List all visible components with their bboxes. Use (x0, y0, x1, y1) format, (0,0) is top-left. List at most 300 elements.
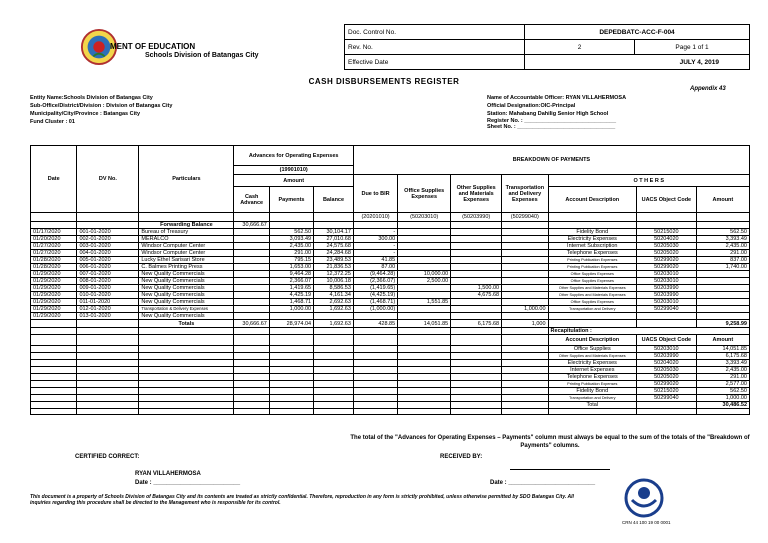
table-row (31, 299, 750, 306)
recap-blank (353, 367, 397, 374)
blank-cell (31, 409, 77, 415)
recap-uacs: 50203010 (637, 346, 697, 353)
col-account-description: Account Description (548, 187, 636, 213)
forwarding-row (31, 222, 750, 229)
recap-blank (234, 346, 269, 353)
recap-blank (139, 395, 234, 402)
recap-uacs: 50203990 (637, 353, 697, 360)
recap-blank (451, 367, 502, 374)
row-account-description (548, 313, 636, 320)
recap-blank (398, 353, 451, 360)
recap-blank (502, 402, 548, 409)
code-other: (50203990) (451, 213, 502, 222)
row-uacs-code: 50204020 (637, 236, 697, 243)
row-date: 01/29/2020 (31, 292, 77, 299)
totals-blank (31, 320, 77, 328)
table-row (31, 313, 750, 320)
row-cash-advance (234, 306, 269, 313)
row-office-supplies (398, 257, 451, 264)
recap-blank (314, 367, 354, 374)
row-payments: 795.15 (269, 257, 313, 264)
received-by-label: RECEIVED BY: (440, 454, 483, 460)
recap-blank (234, 388, 269, 395)
recap-blank (269, 381, 313, 388)
recap-blank (314, 388, 354, 395)
row-transportation (502, 299, 548, 306)
certificate-number: CRN 44 100 19 00 0001 (622, 520, 671, 525)
recap-blank (398, 374, 451, 381)
row-payments: 291.00 (269, 250, 313, 257)
fund-cluster: Fund Cluster : 01 (30, 119, 75, 125)
row-transportation (502, 264, 548, 271)
row-account-description: Internet Subscription (548, 243, 636, 250)
recap-blank (234, 335, 269, 346)
row-particulars: New Quality Commercials (139, 271, 234, 278)
row-dv-no: 003-01-2020 (77, 243, 139, 250)
row-amount: 562.50 (696, 229, 749, 236)
row-due-bir: 87.00 (353, 264, 397, 271)
row-due-bir: (1,419.65) (353, 285, 397, 292)
row-uacs-code: 50205020 (637, 250, 697, 257)
recap-blank (139, 353, 234, 360)
row-account-description: Printing Publication Expenses (548, 257, 636, 264)
row-dv-no: 004-01-2020 (77, 250, 139, 257)
row-office-supplies (398, 236, 451, 243)
row-other-supplies (451, 250, 502, 257)
blank-cell (77, 409, 139, 415)
recap-blank (77, 353, 139, 360)
recap-blank (77, 395, 139, 402)
recap-blank (353, 388, 397, 395)
row-balance: 12,372.25 (314, 271, 354, 278)
recap-uacs: 50215020 (637, 388, 697, 395)
row-cash-advance (234, 278, 269, 285)
recap-blank (31, 328, 77, 335)
row-transportation: 1,000.00 (502, 306, 548, 313)
row-other-supplies (451, 271, 502, 278)
row-payments: 1,468.71 (269, 299, 313, 306)
recap-account: Telephone Expenses (548, 374, 636, 381)
row-other-supplies: 4,675.68 (451, 292, 502, 299)
recap-blank (139, 346, 234, 353)
signatory-name: RYAN VILLAHERMOSA (135, 471, 201, 477)
recap-blank (353, 346, 397, 353)
totals-blank (77, 320, 139, 328)
recap-blank (139, 402, 234, 409)
recap-amount: 562.50 (696, 388, 749, 395)
row-date: 01/17/2020 (31, 229, 77, 236)
recap-blank (502, 335, 548, 346)
cash-disbursements-table (30, 145, 750, 415)
totals-balance: 1,692.63 (314, 320, 354, 328)
totals-row (31, 320, 750, 328)
row-office-supplies (398, 306, 451, 313)
recap-blank (451, 353, 502, 360)
row-office-supplies (398, 285, 451, 292)
register-title: CASH DISBURSEMENTS REGISTER (308, 77, 460, 86)
row-balance: 8,586.53 (314, 285, 354, 292)
recap-blank (31, 402, 77, 409)
row-particulars: Transportation & Delivery Expenses (139, 306, 234, 313)
row-date: 01/29/2020 (31, 285, 77, 292)
row-amount (696, 285, 749, 292)
recap-blank (269, 346, 313, 353)
recap-blank (269, 388, 313, 395)
row-account-description: Office Supplies Expenses (548, 299, 636, 306)
row-cash-advance (234, 292, 269, 299)
balance-note: The total of the "Advances for Operating Expenses – Payments" column must always be equal to the sum of the totals of the "Breakdown of Payments" columns. (350, 435, 750, 449)
row-uacs-code: 50299040 (637, 306, 697, 313)
recap-account: Office Supplies (548, 346, 636, 353)
row-transportation (502, 257, 548, 264)
totals-payments: 28,974.04 (269, 320, 313, 328)
code-office: (50203010) (398, 213, 451, 222)
row-cash-advance (234, 229, 269, 236)
row-other-supplies (451, 264, 502, 271)
totals-other: 6,175.68 (451, 320, 502, 328)
document-control-table (344, 24, 750, 70)
row-office-supplies (398, 292, 451, 299)
accountable-officer: Name of Accountable Officer: RYAN VILLAHERMOSA (487, 95, 627, 101)
row-particulars: New Quality Commercials (139, 299, 234, 306)
row-amount (696, 306, 749, 313)
row-particulars: C. Balmes Printing Press (139, 264, 234, 271)
blank-cell (548, 409, 636, 415)
row-particulars: Lucky Ethel Sarisari Store (139, 257, 234, 264)
row-uacs-code: 50203010 (637, 271, 697, 278)
col-dv-no: DV No. (77, 146, 139, 213)
recap-blank (234, 374, 269, 381)
row-other-supplies (451, 236, 502, 243)
row-cash-advance (234, 264, 269, 271)
recap-blank (77, 402, 139, 409)
row-account-description: Telephone Expenses (548, 250, 636, 257)
row-dv-no: 005-01-2020 (77, 257, 139, 264)
recap-blank (234, 395, 269, 402)
row-balance: 24,575.68 (314, 243, 354, 250)
forwarding-value: 30,666.67 (234, 222, 269, 229)
row-other-supplies (451, 306, 502, 313)
row-office-supplies (398, 313, 451, 320)
row-due-bir: 300.00 (353, 236, 397, 243)
recap-blank (502, 367, 548, 374)
recap-blank (451, 335, 502, 346)
recap-row (31, 367, 750, 374)
row-payments: 1,419.65 (269, 285, 313, 292)
row-cash-advance (234, 313, 269, 320)
row-dv-no: 002-01-2020 (77, 236, 139, 243)
totals-label: Totals (139, 320, 234, 328)
row-cash-advance (234, 236, 269, 243)
recap-blank (77, 328, 139, 335)
recap-account: Transportation and Delivery (548, 395, 636, 402)
row-date: 01/20/2020 (31, 236, 77, 243)
blank-cell (451, 409, 502, 415)
recap-blank (398, 395, 451, 402)
recap-blank (31, 388, 77, 395)
advances-code: (19901010) (234, 166, 353, 175)
recap-blank (31, 335, 77, 346)
doc-control-label: Doc. Control No. (345, 25, 525, 40)
recap-blank (269, 353, 313, 360)
row-payments: 4,425.19 (269, 292, 313, 299)
row-cash-advance (234, 257, 269, 264)
row-dv-no: 008-01-2020 (77, 278, 139, 285)
row-account-description: Fidelity Bond (548, 229, 636, 236)
col-uacs-code: UACS Object Code (637, 187, 697, 213)
row-office-supplies: 2,500.00 (398, 278, 451, 285)
recap-uacs: 50299020 (637, 381, 697, 388)
recap-blank (451, 360, 502, 367)
received-date: Date : __________________________ (490, 480, 596, 486)
recap-label: Recapitulation : (548, 328, 749, 335)
col-date: Date (31, 146, 77, 213)
row-particulars: Bureau of Treasury (139, 229, 234, 236)
recap-row (31, 360, 750, 367)
row-uacs-code: 50205030 (637, 243, 697, 250)
recap-blank (77, 374, 139, 381)
col-cash-advance: Cash Advance (234, 187, 269, 213)
official-designation: Official Designation:OIC-Principal (487, 103, 576, 109)
blank-cell (314, 409, 354, 415)
department-title: MENT OF EDUCATION (110, 42, 196, 51)
recap-blank (353, 402, 397, 409)
row-uacs-code (637, 313, 697, 320)
row-due-bir: (1,000.00) (353, 306, 397, 313)
row-other-supplies (451, 313, 502, 320)
effective-date-label: Effective Date (345, 55, 525, 70)
recap-account: Fidelity Bond (548, 388, 636, 395)
rev-no-value: 2 (525, 40, 635, 55)
recap-blank (269, 328, 313, 335)
recap-amount: 2,435.00 (696, 367, 749, 374)
row-amount: 837.00 (696, 257, 749, 264)
row-cash-advance (234, 243, 269, 250)
recap-blank (502, 328, 548, 335)
recap-blank (31, 360, 77, 367)
col-balance: Balance (314, 187, 354, 213)
blank-cell (269, 409, 313, 415)
col-others: O T H E R S (548, 175, 749, 187)
recap-blank (269, 374, 313, 381)
recap-blank (353, 353, 397, 360)
totals-blank (548, 320, 636, 328)
row-balance: 24,284.68 (314, 250, 354, 257)
blank-cell (234, 409, 269, 415)
row-date: 01/29/2020 (31, 278, 77, 285)
recap-blank (31, 353, 77, 360)
recap-blank (398, 328, 451, 335)
effective-date-value: JULY 4, 2019 (525, 55, 750, 70)
row-due-bir: (9,464.28) (353, 271, 397, 278)
row-payments: 1,653.00 (269, 264, 313, 271)
row-office-supplies (398, 229, 451, 236)
recap-blank (353, 381, 397, 388)
recap-blank (139, 360, 234, 367)
recap-account: Printing Publication Expenses (548, 381, 636, 388)
row-transportation (502, 229, 548, 236)
blank-cell (696, 409, 749, 415)
recap-account: Internet Expenses (548, 367, 636, 374)
table-row (31, 264, 750, 271)
recap-blank (269, 402, 313, 409)
recap-row (31, 353, 750, 360)
row-uacs-code: 50299020 (637, 264, 697, 271)
row-account-description: Office Supplies Expenses (548, 271, 636, 278)
row-dv-no: 001-01-2020 (77, 229, 139, 236)
row-date: 01/27/2020 (31, 243, 77, 250)
recap-row (31, 346, 750, 353)
col-amount: Amount (234, 175, 353, 187)
row-amount: 3,393.49 (696, 236, 749, 243)
row-due-bir: (4,425.19) (353, 292, 397, 299)
recap-blank (31, 346, 77, 353)
certified-correct-label: CERTIFIED CORRECT: (75, 454, 140, 460)
col-advances: Advances for Operating Expenses (234, 146, 353, 166)
recap-row (31, 388, 750, 395)
row-account-description: Other Supplies and Materials Expenses (548, 285, 636, 292)
row-amount (696, 271, 749, 278)
row-due-bir: - (353, 250, 397, 257)
recap-blank (139, 328, 234, 335)
received-signature-line (510, 469, 610, 470)
row-other-supplies: 1,500.00 (451, 285, 502, 292)
row-amount (696, 292, 749, 299)
recap-blank (139, 335, 234, 346)
recap-blank (502, 360, 548, 367)
recap-blank (451, 381, 502, 388)
sub-office: Sub-Office/District/Division : Division of Batangas City (30, 103, 173, 109)
row-particulars: MERALCO (139, 236, 234, 243)
row-balance (314, 313, 354, 320)
recap-uacs: 50299040 (637, 395, 697, 402)
recap-blank (234, 381, 269, 388)
row-particulars: Windsor Computer Center (139, 250, 234, 257)
code-bir: (20201010) (353, 213, 397, 222)
row-account-description: Printing Publication Expenses (548, 264, 636, 271)
row-payments: 9,464.28 (269, 271, 313, 278)
row-office-supplies (398, 243, 451, 250)
row-balance: 10,006.18 (314, 278, 354, 285)
blank-row (31, 409, 750, 415)
row-balance: 2,692.63 (314, 299, 354, 306)
row-balance: 21,836.53 (314, 264, 354, 271)
recap-blank (502, 395, 548, 402)
recap-row (31, 335, 750, 346)
officer-info (487, 94, 626, 130)
rev-no-label: Rev. No. (345, 40, 525, 55)
row-office-supplies (398, 264, 451, 271)
recap-blank (451, 388, 502, 395)
col-payments: Payments (269, 187, 313, 213)
entity-info (30, 94, 172, 126)
recap-amount: 3,393.49 (696, 360, 749, 367)
recap-row (31, 395, 750, 402)
recap-blank (398, 388, 451, 395)
table-row (31, 236, 750, 243)
row-balance: 27,010.68 (314, 236, 354, 243)
recap-total-label: Total (548, 402, 636, 409)
forwarding-label: Forwarding Balance (139, 222, 234, 229)
row-amount (696, 299, 749, 306)
table-row (31, 257, 750, 264)
row-transportation (502, 243, 548, 250)
recap-blank (314, 335, 354, 346)
recap-blank (234, 353, 269, 360)
row-other-supplies (451, 229, 502, 236)
row-due-bir (353, 313, 397, 320)
recap-col-account: Account Description (548, 335, 636, 346)
row-uacs-code: 50215020 (637, 229, 697, 236)
totals-others-amount: 9,258.99 (696, 320, 749, 328)
col-particulars: Particulars (139, 146, 234, 213)
row-balance: 30,104.17 (314, 229, 354, 236)
col-other-supplies: Other Supplies and Materials Expenses (451, 175, 502, 213)
row-payments: 2,366.07 (269, 278, 313, 285)
recap-blank (502, 374, 548, 381)
recap-blank (139, 388, 234, 395)
row-dv-no: 010-01-2020 (77, 292, 139, 299)
col-breakdown: BREAKDOWN OF PAYMENTS (353, 146, 749, 175)
row-account-description: Other Supplies and Materials Expenses (548, 292, 636, 299)
recap-blank (314, 346, 354, 353)
recap-blank (451, 346, 502, 353)
recap-blank (269, 367, 313, 374)
row-date: 01/29/2020 (31, 313, 77, 320)
row-other-supplies (451, 257, 502, 264)
recap-blank (31, 367, 77, 374)
recap-blank (451, 374, 502, 381)
row-cash-advance (234, 250, 269, 257)
sheet-no: Sheet No. : ________________________________ (487, 124, 616, 130)
recap-blank (139, 367, 234, 374)
recap-blank (398, 367, 451, 374)
recap-blank (502, 346, 548, 353)
row-due-bir: - (353, 229, 397, 236)
recap-blank (139, 381, 234, 388)
table-row (31, 229, 750, 236)
row-office-supplies (398, 250, 451, 257)
code-transpo: (50299040) (502, 213, 548, 222)
recap-blank (314, 402, 354, 409)
recap-uacs: 50204020 (637, 360, 697, 367)
recap-blank (314, 328, 354, 335)
recap-blank (139, 374, 234, 381)
recap-blank (234, 402, 269, 409)
row-uacs-code: 50203990 (637, 285, 697, 292)
row-other-supplies (451, 243, 502, 250)
totals-due-bir: 428.85 (353, 320, 397, 328)
register-no: Register No. : ______________________________ (487, 118, 617, 124)
blank-cell (139, 409, 234, 415)
row-uacs-code: 50203010 (637, 278, 697, 285)
recap-blank (77, 367, 139, 374)
row-particulars: New Quality Commercials (139, 285, 234, 292)
entity-name: Entity Name:Schools Division of Batangas City (30, 95, 153, 101)
recap-total-blank (637, 402, 697, 409)
recap-blank (269, 360, 313, 367)
row-account-description: Office Supplies Expenses (548, 278, 636, 285)
recap-amount: 14,051.85 (696, 346, 749, 353)
recap-blank (77, 381, 139, 388)
recap-blank (31, 374, 77, 381)
row-date: 01/29/2020 (31, 299, 77, 306)
row-transportation (502, 236, 548, 243)
recap-blank (451, 402, 502, 409)
row-transportation (502, 313, 548, 320)
recap-amount: 2,577.00 (696, 381, 749, 388)
recap-blank (31, 381, 77, 388)
